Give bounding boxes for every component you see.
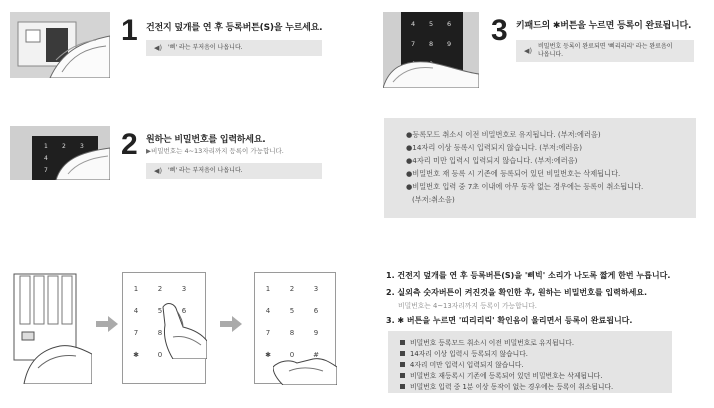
step3-number: 3	[491, 14, 508, 47]
bullet-square-icon	[400, 340, 405, 345]
info-box	[384, 118, 696, 218]
step3-title: 키패드의 ✱버튼을 누르면 등록이 완료됩니다.	[516, 21, 692, 31]
svg-text:9: 9	[447, 40, 452, 48]
step1-photo	[10, 12, 110, 78]
step2-photo	[10, 126, 110, 180]
step3-photo	[383, 12, 479, 88]
keypad-key: 0	[157, 351, 163, 359]
keypad-key: 6	[313, 307, 319, 315]
info-line: ●등록모드 취소시 이전 비밀번호로 유지됩니다. (부저:에러음)	[406, 130, 601, 139]
bottom-step1: 1. 건전지 덮개를 연 후 등록버튼(S)을 '삐빅' 소리가 나도록 짧게 한번 누릅니다.	[386, 271, 671, 280]
info-line: ●14자리 이상 등록시 입력되지 않습니다. (부저:에러음)	[406, 143, 583, 152]
step1-number: 1	[121, 14, 138, 47]
bullet-square-icon	[400, 384, 405, 389]
keypad-key: 6	[181, 307, 187, 315]
bottom-step2: 2. 실외측 숫자버튼이 켜진것을 확인한 후, 원하는 비밀번호를 입력하세요.	[386, 288, 648, 297]
info-line: ●비밀번호 재 등록 시 기존에 등록되어 있던 비밀번호는 삭제됩니다.	[406, 169, 621, 178]
bottom-step2-sub: 비밀번호는 4~13자리까지 등록이 가능합니다.	[398, 302, 537, 310]
step1-note: ◀) '삐' 라는 부저음이 나옵니다.	[146, 40, 322, 56]
keypad-key: 2	[157, 285, 163, 293]
note-item: 4자리 미만 입력시 입력되지 않습니다.	[400, 359, 524, 369]
bullet-square-icon	[400, 362, 405, 367]
keypad-key: 7	[265, 329, 271, 337]
step2-title: 원하는 비밀번호를 입력하세요.	[146, 135, 266, 145]
svg-text:4: 4	[44, 155, 48, 162]
keypad-key: 9	[313, 329, 319, 337]
bullet-square-icon	[400, 373, 405, 378]
step1-title: 건전지 덮개를 연 후 등록버튼(S)을 누르세요.	[146, 23, 323, 33]
keypad-key: 2	[289, 285, 295, 293]
keypad-key: ✱	[265, 351, 271, 359]
keypad-key: 0	[289, 351, 295, 359]
keypad-key: #	[313, 351, 319, 359]
note-item: 비밀번호 재등록시 기존에 등록되어 있던 비밀번호는 삭제됩니다.	[400, 370, 602, 380]
keypad-panel-confirm	[254, 272, 336, 384]
keypad-key: 3	[181, 285, 187, 293]
keypad-key: 5	[289, 307, 295, 315]
svg-text:8: 8	[429, 40, 434, 48]
bullet-square-icon	[400, 351, 405, 356]
step2-subtext: ▶비밀번호는 4~13자리까지 등록이 가능합니다.	[146, 147, 284, 155]
speaker-icon: ◀)	[154, 44, 163, 52]
keypad-key: 1	[265, 285, 271, 293]
svg-text:1: 1	[44, 143, 48, 150]
keypad-key: 4	[133, 307, 139, 315]
note-item: 비밀번호 등록모드 취소시 이전 비밀번호로 유지됩니다.	[400, 337, 574, 347]
info-line: ●4자리 미만 입력시 입력되지 않습니다. (부저:에러음)	[406, 156, 578, 165]
note-item: 14자리 이상 입력시 등록되지 않습니다.	[400, 348, 528, 358]
hand-illustration	[273, 333, 337, 385]
hand-illustration	[153, 297, 207, 359]
keypad-key: 1	[133, 285, 139, 293]
keypad-key: 8	[157, 329, 163, 337]
speaker-icon: ◀)	[524, 47, 533, 55]
bottom-notes-box	[388, 331, 672, 393]
svg-text:4: 4	[411, 20, 416, 28]
step2-note: ◀) '삐' 라는 부저음이 나옵니다.	[146, 163, 322, 179]
keypad-key: 8	[289, 329, 295, 337]
keypad-key: 3	[313, 285, 319, 293]
keypad-panel-entry	[122, 272, 206, 384]
svg-text:7: 7	[411, 40, 416, 48]
info-line: ●비밀번호 입력 중 7초 이내에 아무 동작 없는 경우에는 등록이 취소됩니다.	[406, 182, 644, 191]
keypad-key: ✱	[133, 351, 139, 359]
step2-number: 2	[121, 128, 138, 161]
step3-note-line2: 나옵니다.	[538, 51, 564, 58]
keypad-key: 7	[133, 329, 139, 337]
svg-text:7: 7	[44, 167, 48, 174]
svg-text:5: 5	[429, 20, 434, 28]
svg-text:3: 3	[80, 143, 84, 150]
keypad-key: 5	[157, 307, 163, 315]
step3-note-line1: 비밀번호 등록이 완료되면 '삐리리리' 라는 완료음이	[538, 43, 673, 50]
info-line: (부저:취소음)	[412, 195, 455, 204]
keypad-key: 4	[265, 307, 271, 315]
note-item: 비밀번호 입력 중 1분 이상 동작이 없는 경우에는 등록이 취소됩니다.	[400, 381, 613, 391]
svg-text:2: 2	[62, 143, 66, 150]
step3-note	[516, 40, 694, 62]
battery-cover-illustration	[10, 272, 92, 384]
speaker-icon: ◀)	[154, 167, 163, 175]
svg-text:6: 6	[447, 20, 452, 28]
bottom-step3: 3. ✱ 버튼을 누르면 '띠리리릭' 확인음이 울리면서 등록이 완료됩니다.	[386, 316, 633, 325]
